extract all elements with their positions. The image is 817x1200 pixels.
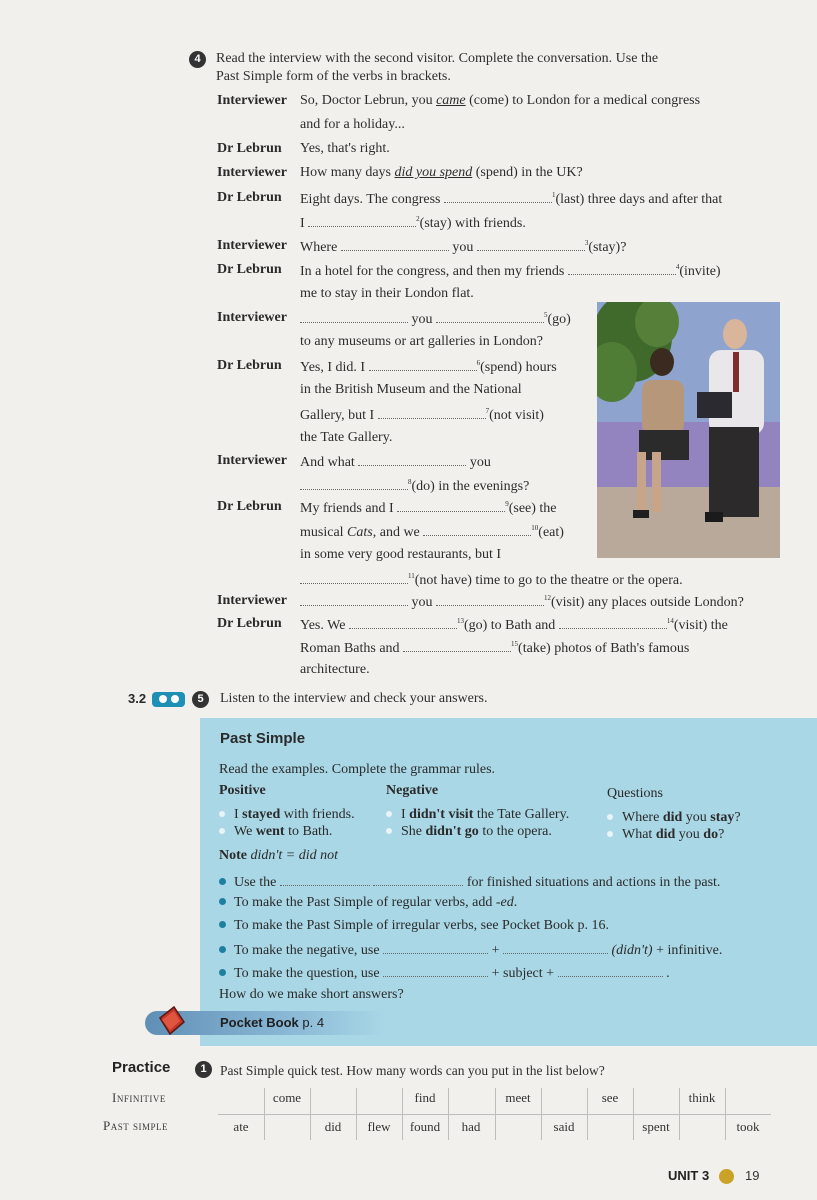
exercise-number-4: 4: [189, 51, 206, 68]
past-simple-cell[interactable]: had: [461, 1119, 481, 1134]
exercise-4-instruction: [216, 50, 658, 86]
rule-blank[interactable]: [373, 873, 463, 886]
dialogue-line: architecture.: [300, 662, 370, 677]
rule-blank[interactable]: [383, 941, 488, 954]
instruction-line-1: Read the interview with the second visitor. Complete the conversation. Use the: [216, 51, 659, 66]
audio-cassette-icon[interactable]: [152, 692, 185, 707]
speaker-lebrun: Dr Lebrun: [217, 262, 282, 277]
answer-blank-5b[interactable]: [436, 310, 544, 323]
speaker-lebrun: Dr Lebrun: [217, 358, 282, 373]
positive-example-1: I stayed with friends.: [219, 807, 355, 823]
past-simple-cell[interactable]: took: [736, 1119, 760, 1134]
answer-blank-6[interactable]: [369, 358, 477, 371]
answer-blank-3b[interactable]: [477, 238, 585, 251]
exercise-number-5: 5: [192, 691, 209, 708]
dialogue-line: And what you: [300, 455, 491, 470]
answer-blank-4[interactable]: [568, 262, 676, 275]
answer-blank-8a[interactable]: [358, 453, 466, 466]
dialogue-line: So, Doctor Lebrun, you came (come) to London for a medical congress: [300, 93, 701, 108]
answer-blank-14[interactable]: [559, 616, 667, 629]
dialogue-line: you $^{12}$(visit) any places outside London?: [300, 593, 744, 611]
infinitive-cell[interactable]: find: [414, 1090, 436, 1105]
dialogue-line: Yes. We $^{13}$(go) to Bath and $^{14}$(visit) the: [300, 617, 728, 633]
dialogue-line: Yes, that's right.: [300, 141, 390, 156]
question-example-1: Where did you stay?: [607, 810, 741, 826]
dialogue-line: you $^5$(go): [300, 310, 571, 328]
book-icon: [156, 1004, 186, 1038]
grammar-intro: Read the examples. Complete the grammar rules.: [219, 762, 496, 777]
question-example-2: What did you do?: [607, 827, 724, 843]
practice-heading: Practice: [112, 1059, 171, 1076]
past-simple-cell[interactable]: spent: [642, 1119, 670, 1134]
answer-blank-3a[interactable]: [341, 238, 449, 251]
dialogue-line: musical Cats, and we $^{10}$(eat): [300, 524, 564, 540]
dialogue-line: Yes, I did. I $^6$(spend) hours: [300, 359, 557, 375]
speaker-lebrun: Dr Lebrun: [217, 616, 282, 631]
speaker-interviewer: Interviewer: [217, 453, 287, 468]
grammar-rule-2: To make the Past Simple of regular verbs, add -ed.: [219, 895, 517, 911]
dialogue-line: Roman Baths and $^{15}$(take) photos of Bath's famous: [300, 640, 690, 656]
track-number: 3.2: [128, 691, 147, 706]
rule-blank[interactable]: [558, 964, 663, 977]
dialogue-line: the Tate Gallery.: [300, 430, 393, 445]
answer-blank-15[interactable]: [403, 639, 511, 652]
unit-dot-icon: [719, 1169, 734, 1184]
interview-photo: [597, 302, 780, 558]
answer-blank-13[interactable]: [349, 616, 457, 629]
dialogue-line: Eight days. The congress $^1$(last) three days and after that: [300, 191, 723, 207]
dialogue-line: $^8$(do) in the evenings?: [300, 477, 529, 495]
exercise-number-1: 1: [195, 1061, 212, 1078]
dialogue-line: Where you $^3$(stay)?: [300, 239, 627, 255]
dialogue-line: Gallery, but I $^7$(not visit): [300, 407, 544, 423]
dialogue-line: My friends and I $^9$(see) the: [300, 500, 557, 516]
grammar-rule-4: To make the negative, use + (didn't) + infinitive.: [219, 941, 722, 959]
answer-blank-9[interactable]: [397, 499, 505, 512]
infinitive-cell[interactable]: meet: [505, 1090, 531, 1105]
past-simple-cell[interactable]: said: [553, 1119, 575, 1134]
row-label-infinitive: Infinitive: [112, 1090, 166, 1105]
grammar-note: Note didn't = did not: [219, 848, 338, 863]
dialogue-line: I $^2$(stay) with friends.: [300, 215, 526, 231]
pocket-book-link[interactable]: Pocket Book p. 4: [220, 1015, 325, 1030]
interview-photo-illustration: [597, 302, 780, 558]
dialogue-line: in some very good restaurants, but I: [300, 547, 502, 562]
past-simple-cell[interactable]: flew: [367, 1119, 391, 1134]
speaker-interviewer: Interviewer: [217, 593, 287, 608]
positive-example-2: We went to Bath.: [219, 824, 332, 840]
page-number: 19: [745, 1168, 760, 1183]
answer-blank-11[interactable]: [300, 571, 408, 584]
answer-blank-12b[interactable]: [436, 593, 544, 606]
infinitive-cell[interactable]: think: [688, 1090, 716, 1105]
answer-blank-12a[interactable]: [300, 593, 408, 606]
example-answer: did you spend: [394, 165, 473, 180]
column-questions: Questions: [607, 786, 663, 801]
dialogue-line: me to stay in their London flat.: [300, 286, 474, 301]
grammar-rule-5: To make the question, use + subject + .: [219, 964, 670, 982]
answer-blank-2[interactable]: [308, 214, 416, 227]
answer-blank-5a[interactable]: [300, 310, 408, 323]
past-simple-cell[interactable]: found: [409, 1119, 441, 1134]
rule-blank[interactable]: [503, 941, 608, 954]
speaker-interviewer: Interviewer: [217, 238, 287, 253]
speaker-interviewer: Interviewer: [217, 310, 287, 325]
past-simple-cell[interactable]: did: [324, 1119, 342, 1134]
example-answer: came: [436, 93, 466, 108]
speaker-interviewer: Interviewer: [217, 165, 287, 180]
dialogue-line: In a hotel for the congress, and then my friends $^4$(invite): [300, 263, 721, 279]
rule-blank[interactable]: [383, 964, 488, 977]
speaker-interviewer: Interviewer: [217, 93, 287, 108]
answer-blank-8b[interactable]: [300, 477, 408, 490]
answer-blank-1[interactable]: [444, 190, 552, 203]
instruction-line-2: Past Simple form of the verbs in brackets.: [216, 69, 451, 84]
row-label-past-simple: Past simple: [103, 1118, 168, 1133]
grammar-rule-3: To make the Past Simple of irregular verbs, see Pocket Book p. 16.: [219, 918, 609, 934]
speaker-lebrun: Dr Lebrun: [217, 141, 282, 156]
column-negative: Negative: [386, 783, 439, 798]
grammar-title: Past Simple: [220, 730, 306, 747]
infinitive-cell[interactable]: come: [272, 1090, 302, 1105]
answer-blank-10[interactable]: [423, 523, 531, 536]
dialogue-line: to any museums or art galleries in London?: [300, 334, 543, 349]
infinitive-cell[interactable]: see: [601, 1090, 619, 1105]
short-answers-question: How do we make short answers?: [219, 987, 404, 1002]
negative-example-1: I didn't visit the Tate Gallery.: [386, 807, 569, 823]
past-simple-cell[interactable]: ate: [233, 1119, 249, 1134]
dialogue-line: in the British Museum and the National: [300, 382, 522, 397]
negative-example-2: She didn't go to the opera.: [386, 824, 552, 840]
grammar-rule-1: Use the for finished situations and actions in the past.: [219, 873, 720, 891]
speaker-lebrun: Dr Lebrun: [217, 190, 282, 205]
practice-instruction: Past Simple quick test. How many words can you put in the list below?: [220, 1063, 605, 1078]
dialogue-line: and for a holiday...: [300, 117, 405, 132]
dialogue-line: $^{11}$(not have) time to go to the theatre or the opera.: [300, 571, 683, 589]
dialogue-line: How many days did you spend (spend) in the UK?: [300, 165, 583, 180]
answer-blank-7[interactable]: [378, 406, 486, 419]
rule-blank[interactable]: [280, 873, 370, 886]
column-positive: Positive: [219, 783, 266, 798]
unit-label: UNIT 3: [668, 1168, 710, 1183]
grammar-box: [200, 718, 817, 1046]
speaker-lebrun: Dr Lebrun: [217, 499, 282, 514]
exercise-5-instruction: Listen to the interview and check your answers.: [220, 691, 488, 706]
